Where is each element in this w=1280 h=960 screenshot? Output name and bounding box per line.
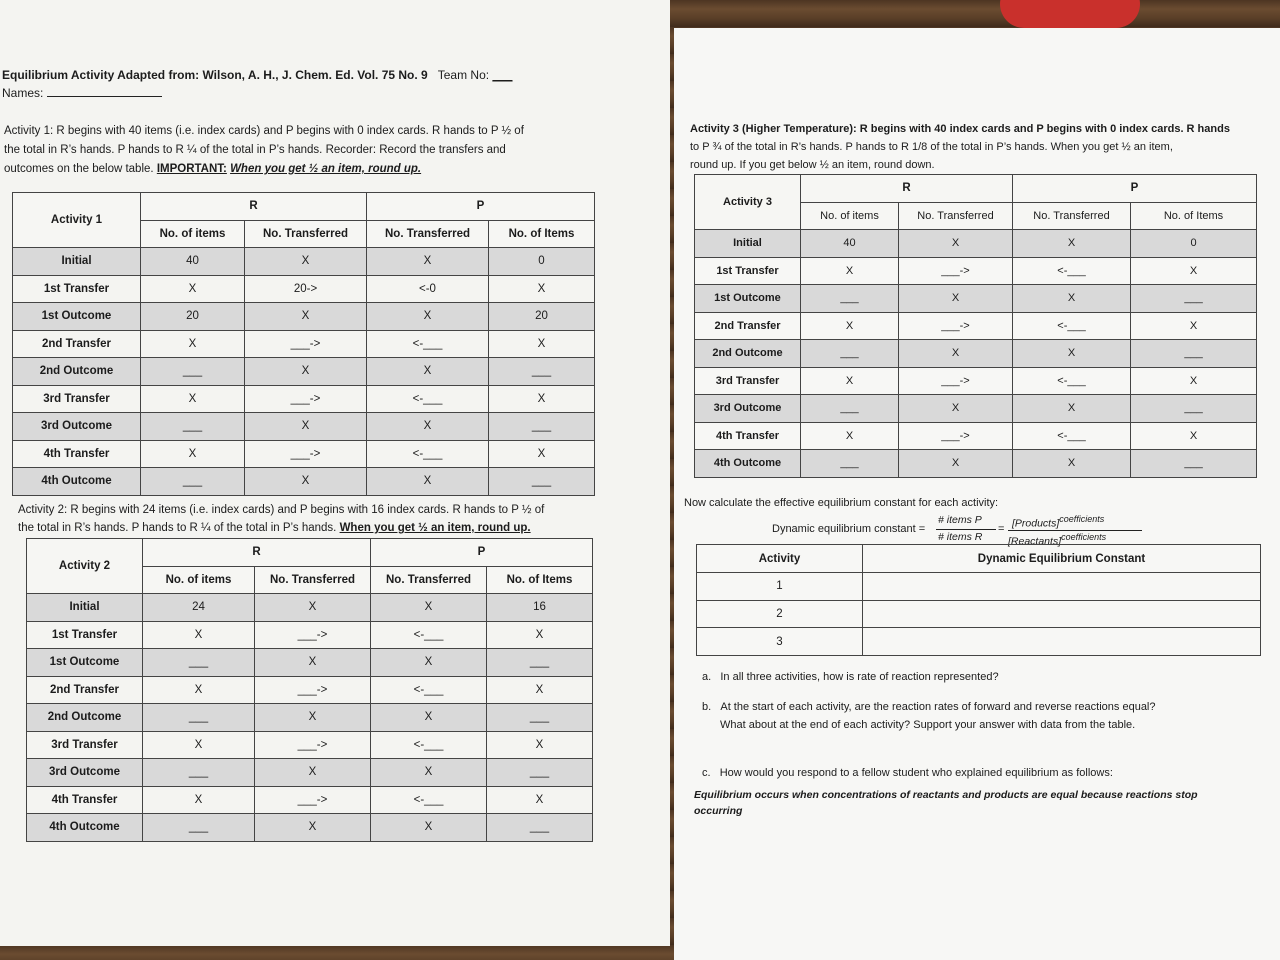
group-p-header: P [371,539,593,567]
table-cell: X [801,257,899,285]
row-label: 1st Outcome [695,285,801,313]
constant-answer-cell[interactable] [863,600,1261,628]
col-p-transferred: No. Transferred [367,220,489,248]
activity3-table [694,174,1257,478]
table-cell[interactable]: ___ [143,759,255,787]
table-row [13,248,595,276]
activity2-description-2 [18,521,531,536]
table-cell[interactable]: ___ [1131,450,1257,478]
table-cell: X [141,440,245,468]
row-label: 1st Transfer [27,621,143,649]
col-r-items: No. of items [801,202,899,230]
table-row [695,257,1257,285]
row-label: 4th Transfer [695,422,801,450]
group-p-header: P [367,193,595,221]
table-cell: X [255,814,371,842]
table-cell: X [255,704,371,732]
table-cell: 24 [143,594,255,622]
question-b-line2: What about at the end of each activity? Support your answer with data from the table. [720,719,1136,731]
formula-fraction-bar-2 [1008,530,1142,531]
table-cell: X [487,786,593,814]
table-row [27,786,593,814]
names-blank[interactable] [47,96,162,97]
row-label: Initial [27,594,143,622]
col-r-items: No. of items [143,566,255,594]
table-cell: X [487,676,593,704]
table-cell: 0 [489,248,595,276]
table-cell[interactable]: <-___ [371,621,487,649]
activity-number: 1 [697,573,863,601]
col-p-items: No. of Items [487,566,593,594]
question-a: a. In all three activities, how is rate of reaction represented? [702,671,999,683]
table-cell[interactable]: <-___ [371,676,487,704]
col-p-items: No. of Items [489,220,595,248]
table-cell[interactable]: ___ [141,413,245,441]
row-label: 1st Transfer [695,257,801,285]
formula-numerator-items: # items P [938,514,982,526]
activity-number: 2 [697,600,863,628]
table-row [13,385,595,413]
table-row [695,230,1257,258]
row-label: 2nd Outcome [695,340,801,368]
table-cell: X [1131,312,1257,340]
table-cell[interactable]: ___ [487,649,593,677]
table-cell: X [367,303,489,331]
row-label: 3rd Transfer [13,385,141,413]
table-cell: X [371,814,487,842]
table-cell[interactable]: <-___ [1013,422,1131,450]
table-cell: X [245,303,367,331]
row-label: 3rd Outcome [695,395,801,423]
table-cell: X [489,385,595,413]
table-cell: 16 [487,594,593,622]
activity1-table [12,192,595,496]
table-cell: X [143,676,255,704]
row-label: 1st Outcome [27,649,143,677]
activity2-desc-text: the total in R’s hands. P hands to R ¼ of the total in P’s hands. [18,522,337,534]
table-cell: X [245,358,367,386]
col-p-items: No. of Items [1131,202,1257,230]
table-cell: X [1013,450,1131,478]
table-cell: X [801,422,899,450]
table-cell: X [367,468,489,496]
important-label: IMPORTANT: [156,163,227,175]
formula-denominator-items: # items R [938,531,983,543]
table-cell: 20-> [245,275,367,303]
table-cell[interactable]: <-___ [371,731,487,759]
table-row [27,731,593,759]
table-cell: X [1013,285,1131,313]
activity2-round-rule: When you get ½ an item, round up. [339,522,531,534]
table-cell: X [141,330,245,358]
table-cell: X [1131,422,1257,450]
row-label: 4th Outcome [27,814,143,842]
table-cell: 40 [801,230,899,258]
table-row [695,450,1257,478]
table-row [27,594,593,622]
row-label: 3rd Outcome [27,759,143,787]
names-line [2,86,162,101]
formula-numerator-products: [Products]$^{coefficients}$ [1012,514,1105,530]
table-row [695,285,1257,313]
constant-answer-cell[interactable] [863,573,1261,601]
table-cell[interactable]: ___-> [255,676,371,704]
table-cell[interactable]: ___ [487,704,593,732]
table-row [13,440,595,468]
table-cell[interactable]: <-___ [1013,312,1131,340]
table-row [27,814,593,842]
activity3-description-1: Activity 3 (Higher Temperature): R begins with 40 index cards and P begins with 0 index cards. R hands [690,123,1230,135]
table-cell[interactable]: ___ [489,413,595,441]
table-cell[interactable]: ___ [1131,340,1257,368]
table-cell[interactable]: <-___ [1013,257,1131,285]
table-cell[interactable]: ___-> [245,440,367,468]
formula-denominator-reactants: [Reactants]$^{coefficients}$ [1008,532,1107,548]
table-cell: X [371,704,487,732]
formula-equals: = [998,523,1005,535]
table-row [695,422,1257,450]
student-quote-2: occurring [694,805,743,817]
activity1-description-3 [4,162,421,177]
student-quote-1: Equilibrium occurs when concentrations of reactants and products are equal because reactions stop [694,789,1198,801]
table-cell: 40 [141,248,245,276]
table-row [13,468,595,496]
table-cell[interactable]: ___ [487,759,593,787]
row-label: 2nd Transfer [27,676,143,704]
activity2-description-1: Activity 2: R begins with 24 items (i.e. index cards) and P begins with 16 index cards. R hands to P ½ of [18,504,545,516]
row-label: 3rd Transfer [27,731,143,759]
row-label: 4th Transfer [27,786,143,814]
table-cell: X [487,731,593,759]
table-row [695,395,1257,423]
row-label: 1st Outcome [13,303,141,331]
table-cell[interactable]: ___-> [255,786,371,814]
row-label: 2nd Outcome [27,704,143,732]
group-r-header: R [143,539,371,567]
table-cell[interactable]: <-___ [371,786,487,814]
table-cell: X [141,385,245,413]
table-row [13,303,595,331]
table-cell: X [489,275,595,303]
table-cell[interactable]: ___-> [255,621,371,649]
table-cell: X [141,275,245,303]
table-cell: X [899,395,1013,423]
table-cell: X [371,759,487,787]
table-row [695,340,1257,368]
table-cell[interactable]: ___-> [899,312,1013,340]
table-cell[interactable]: ___-> [245,330,367,358]
row-label: 4th Outcome [13,468,141,496]
table-cell: X [255,649,371,677]
table-cell: 0 [1131,230,1257,258]
col-r-items: No. of items [141,220,245,248]
table-row [695,367,1257,395]
row-label: 3rd Outcome [13,413,141,441]
table-cell: X [801,367,899,395]
formula-fraction-bar-1 [936,529,996,530]
group-r-header: R [141,193,367,221]
table-cell: 20 [489,303,595,331]
table-row [27,704,593,732]
col-p-transferred: No. Transferred [1013,202,1131,230]
table-cell[interactable]: ___ [489,468,595,496]
table-cell[interactable]: ___ [143,704,255,732]
group-r-header: R [801,175,1013,203]
table-cell: X [489,440,595,468]
table-cell[interactable]: ___-> [899,422,1013,450]
table-row [27,676,593,704]
table-cell[interactable]: ___ [141,468,245,496]
constant-answer-cell[interactable] [863,628,1261,656]
formula-label: Dynamic equilibrium constant = [772,523,926,535]
table-cell: X [899,230,1013,258]
table-cell[interactable]: ___ [1131,285,1257,313]
table-row [13,330,595,358]
right-worksheet-page [674,28,1280,960]
question-c: c. How would you respond to a fellow student who explained equilibrium as follows: [702,767,1113,779]
table-cell: X [801,312,899,340]
table-row [27,621,593,649]
table-cell: X [1013,395,1131,423]
table-cell[interactable]: <-___ [367,385,489,413]
calc-intro: Now calculate the effective equilibrium constant for each activity: [684,497,999,509]
col-r-transferred: No. Transferred [255,566,371,594]
row-label: 4th Outcome [695,450,801,478]
red-object [1000,0,1140,28]
team-blank[interactable]: ___ [492,68,513,82]
table-corner: Activity 3 [695,175,801,230]
activity3-description-3: round up. If you get below ½ an item, round down. [690,159,935,171]
col-dynamic-constant: Dynamic Equilibrium Constant [863,545,1261,573]
table-cell: X [143,621,255,649]
table-cell[interactable]: <-___ [367,440,489,468]
table-cell[interactable]: ___ [143,814,255,842]
table-cell[interactable]: ___-> [245,385,367,413]
activity1-description-2: the total in R’s hands. P hands to R ¼ of the total in P’s hands. Recorder: Record the transfers and [4,144,506,156]
table-cell: X [487,621,593,649]
table-cell[interactable]: ___-> [255,731,371,759]
col-p-transferred: No. Transferred [371,566,487,594]
activity1-round-rule: When you get ½ an item, round up. [230,163,422,175]
table-cell: 20 [141,303,245,331]
row-label: 3rd Transfer [695,367,801,395]
group-p-header: P [1013,175,1257,203]
table-cell: X [245,468,367,496]
table-cell[interactable]: ___ [1131,395,1257,423]
table-cell[interactable]: ___ [801,285,899,313]
table-cell[interactable]: ___-> [899,257,1013,285]
table-cell[interactable]: ___ [141,358,245,386]
table-cell: X [143,731,255,759]
table-cell: X [1131,367,1257,395]
table-cell[interactable]: ___ [487,814,593,842]
table-cell: X [1013,230,1131,258]
row-label: 4th Transfer [13,440,141,468]
table-cell: <-0 [367,275,489,303]
table-row [695,312,1257,340]
equilibrium-constant-table [696,544,1261,656]
table-row [13,275,595,303]
activity1-description-1: Activity 1: R begins with 40 items (i.e. index cards) and P begins with 0 index cards. R hands to P ½ of [4,125,524,137]
row-label: 2nd Transfer [695,312,801,340]
table-cell: X [489,330,595,358]
question-b: b. At the start of each activity, are the reaction rates of forward and reverse reactions equal? [702,701,1156,713]
row-label: 1st Transfer [13,275,141,303]
table-row [27,649,593,677]
table-cell: X [255,759,371,787]
table-cell: X [899,450,1013,478]
col-activity: Activity [697,545,863,573]
names-label: Names: [2,86,44,100]
row-label: Initial [695,230,801,258]
table-cell: X [367,358,489,386]
table-cell[interactable]: ___ [801,340,899,368]
team-label: Team No: [437,68,490,82]
table-cell: X [367,248,489,276]
table-cell: X [367,413,489,441]
table-cell: X [143,786,255,814]
row-label: Initial [13,248,141,276]
row-label: 2nd Transfer [13,330,141,358]
table-row [27,759,593,787]
table-cell[interactable]: ___ [801,450,899,478]
table-cell[interactable]: ___ [801,395,899,423]
col-r-transferred: No. Transferred [245,220,367,248]
col-r-transferred: No. Transferred [899,202,1013,230]
table-corner: Activity 2 [27,539,143,594]
table-cell[interactable]: <-___ [1013,367,1131,395]
table-cell: X [255,594,371,622]
table-cell: X [371,649,487,677]
table-row [13,358,595,386]
activity3-description-2: to P ¾ of the total in R’s hands. P hands to R 1/8 of the total in P’s hands. When you get ½ an item, [690,141,1173,153]
table-cell: X [371,594,487,622]
table-cell: X [899,285,1013,313]
table-cell: X [245,248,367,276]
table-cell: X [1013,340,1131,368]
table-row [13,413,595,441]
table-cell[interactable]: ___-> [899,367,1013,395]
header-citation: Equilibrium Activity Adapted from: Wilson, A. H., J. Chem. Ed. Vol. 75 No. 9 [2,68,428,82]
table-cell[interactable]: ___ [143,649,255,677]
table-cell: X [1131,257,1257,285]
table-cell[interactable]: ___ [489,358,595,386]
header-line [2,68,512,83]
row-label: 2nd Outcome [13,358,141,386]
table-cell[interactable]: <-___ [367,330,489,358]
activity1-desc-text: outcomes on the below table. [4,163,154,175]
table-cell: X [245,413,367,441]
activity2-table [26,538,593,842]
table-cell: X [899,340,1013,368]
table-corner: Activity 1 [13,193,141,248]
activity-number: 3 [697,628,863,656]
